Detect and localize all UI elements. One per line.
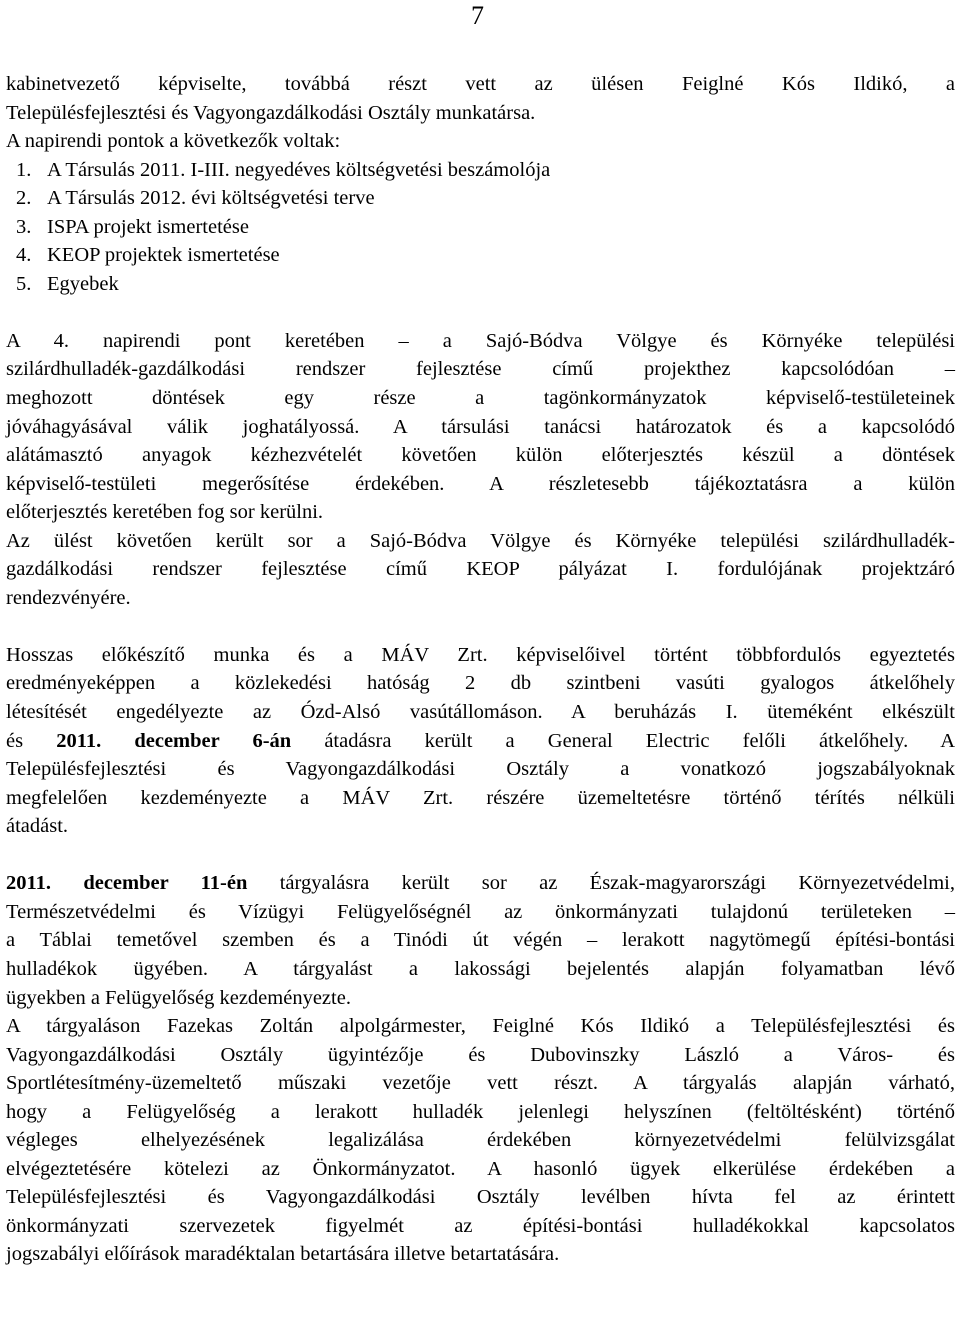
text-line: A tárgyaláson Fazekas Zoltán alpolgármester, Feiglné Kós Ildikó a Településfejlesztési és: [6, 1015, 955, 1038]
list-item-number: 1.: [16, 158, 32, 181]
document-body: [6, 70, 955, 1269]
spacer: [6, 612, 955, 641]
list-item-text: KEOP projektek ismertetése: [47, 244, 280, 267]
list-item: [6, 156, 955, 185]
text-line: Településfejlesztési és Vagyongazdálkodási Osztály a vonatkozó jogszabályoknak: [6, 758, 955, 781]
list-item: [6, 184, 955, 213]
text-line: Településfejlesztési és Vagyongazdálkodási Osztály munkatársa.: [6, 101, 536, 124]
text-line: megfelelően kezdeményezte a MÁV Zrt. részére üzemeltetésre történő térítés nélküli: [6, 786, 955, 809]
text-line: szilárdhulladék-gazdálkodási rendszer fejlesztése című projekthez kapcsolódóan –: [6, 358, 955, 381]
list-item-number: 2.: [16, 187, 32, 210]
text-line: előterjesztés keretében fog sor kerülni.: [6, 501, 324, 524]
list-item-text: A Társulás 2011. I-III. negyedéves költségvetési beszámolója: [47, 158, 551, 181]
text-line: a Táblai temetővel szemben és a Tinódi út végén – lerakott nagytömegű építési-bontási: [6, 929, 955, 952]
mav-crossing-paragraph: [6, 641, 955, 841]
keop-paragraph: [6, 327, 955, 527]
text-line: [6, 869, 955, 898]
text-line: jogszabályi előírások maradéktalan betartására illetve betartatására.: [6, 1243, 560, 1266]
text-line: létesítését engedélyezte az Ózd-Alsó vasútállomáson. A beruházás I. üteméként elkészült: [6, 701, 955, 724]
intro-paragraph: [6, 70, 955, 156]
bold-date: 2011. december 11-én: [6, 872, 248, 895]
list-item-text: ISPA projekt ismertetése: [47, 215, 249, 238]
list-item-text: A Társulás 2012. évi költségvetési terve: [47, 187, 375, 210]
text-line: alátámasztó anyagok kézhezvételét követően külön előterjesztés készül a döntések: [6, 444, 955, 467]
text-span: átadásra került a General Electric felőli átkelőhely. A: [291, 729, 956, 752]
text-line: képviselő-testületi megerősítése érdekében. A részletesebb tájékoztatásra a külön: [6, 472, 955, 495]
list-item-number: 5.: [16, 272, 32, 295]
list-item-text: Egyebek: [47, 272, 119, 295]
text-line: Vagyongazdálkodási Osztály ügyintézője és Dubovinszky László a Város- és: [6, 1043, 955, 1066]
text-line: [6, 727, 955, 756]
list-item-number: 3.: [16, 215, 32, 238]
bold-date: 2011. december 6-án: [56, 729, 292, 752]
text-line: hulladékok ügyében. A tárgyalást a lakossági bejelentés alapján folyamatban lévő: [6, 957, 955, 980]
text-line: eredményeképpen a közlekedési hatóság 2 db szintbeni vasúti gyalogos átkelőhely: [6, 672, 955, 695]
text-line: elvégeztetésére kötelezi az Önkormányzatot. A hasonló ügyek elkerülése érdekében a: [6, 1157, 955, 1180]
text-line: Hosszas előkészítő munka és a MÁV Zrt. képviselőivel történt többfordulós egyeztetés: [6, 643, 955, 666]
hearing-paragraph: [6, 1012, 955, 1269]
text-span: és: [6, 729, 57, 752]
spacer: [6, 841, 955, 870]
agenda-list: [6, 156, 955, 299]
list-item: [6, 213, 955, 242]
text-line: végleges elhelyezésének legalizálása érdekében környezetvédelmi felülvizsgálat: [6, 1129, 955, 1152]
text-line: átadást.: [6, 815, 69, 838]
text-span: tárgyalásra került sor az Észak-magyarországi Környezetvédelmi,: [247, 872, 955, 895]
text-line: A 4. napirendi pont keretében – a Sajó-Bódva Völgye és Környéke települési: [6, 329, 955, 352]
text-line: kabinetvezető képviselte, továbbá részt vett az ülésen Feiglné Kós Ildikó, a: [6, 73, 955, 95]
text-line: Településfejlesztési és Vagyongazdálkodási Osztály levélben hívta fel az érintett: [6, 1186, 955, 1209]
text-line: jóváhagyásával válik joghatályossá. A társulási tanácsi határozatok és a kapcsolódó: [6, 415, 955, 438]
page-number: 7: [471, 1, 484, 30]
inspectorate-paragraph: [6, 869, 955, 1012]
text-line: Természetvédelmi és Vízügyi Felügyelőségnél az önkormányzati tulajdonú területeken –: [6, 900, 955, 923]
list-item: [6, 241, 955, 270]
text-line: Sportlétesítmény-üzemeltető műszaki vezetője vett részt. A tárgyalás alapján várható,: [6, 1072, 955, 1095]
text-line: ügyekben a Felügyelőség kezdeményezte.: [6, 986, 351, 1009]
list-item-number: 4.: [16, 244, 32, 267]
text-line: Az ülést követően került sor a Sajó-Bódva Völgye és Környéke települési szilárdhulladék-: [6, 529, 955, 552]
text-line: meghozott döntések egy része a tagönkormányzatok képviselő-testületeinek: [6, 387, 955, 410]
text-line: hogy a Felügyelőség a lerakott hulladék jelenlegi helyszínen (feltöltésként) történő: [6, 1100, 955, 1123]
text-line: önkormányzati szervezetek figyelmét az építési-bontási hulladékokkal kapcsolatos: [6, 1214, 955, 1237]
text-line: rendezvényére.: [6, 586, 131, 609]
list-item: [6, 270, 955, 299]
text-line: gazdálkodási rendszer fejlesztése című KEOP pályázat I. fordulójának projektzáró: [6, 558, 955, 581]
text-line: A napirendi pontok a következők voltak:: [6, 130, 341, 153]
spacer: [6, 298, 955, 327]
closing-event-paragraph: [6, 527, 955, 613]
